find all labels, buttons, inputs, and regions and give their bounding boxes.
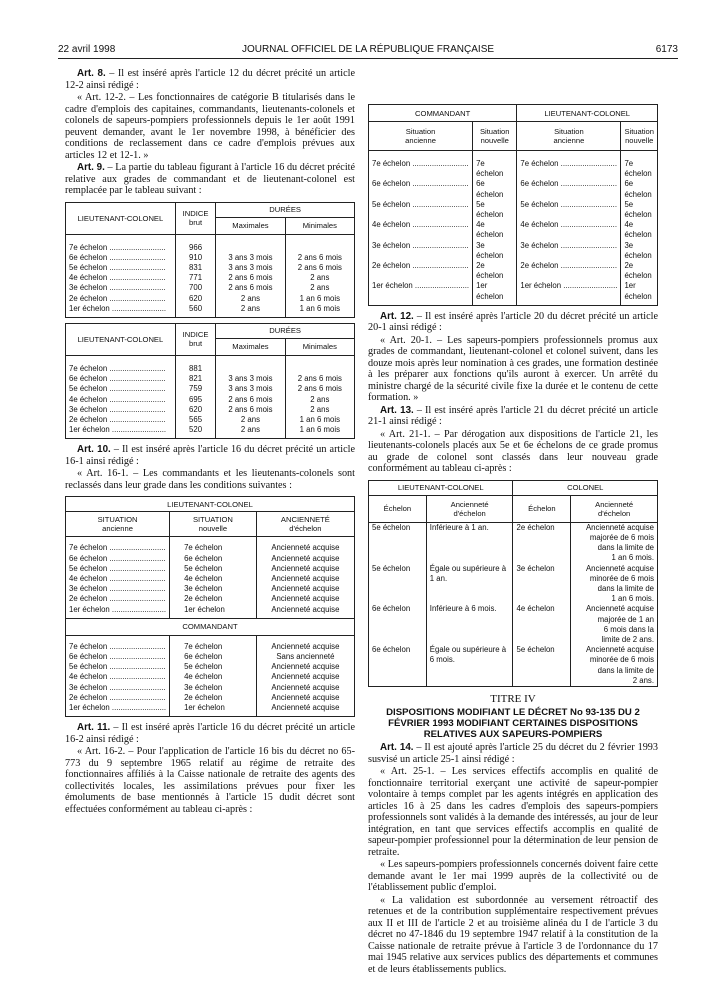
table-row: [369, 220, 658, 240]
table-row: [66, 253, 355, 263]
table-row: [66, 537, 355, 554]
indice-cell: 966: [175, 234, 215, 253]
commandant-nouvelle-cell: 3e échelon: [473, 241, 517, 261]
echelon-cell: 7e échelon ..........................: [69, 363, 166, 373]
lt-colonel-nouvelle-cell: 1er échelon: [621, 281, 658, 305]
situation-nouvelle-cell: 3e échelon: [170, 584, 257, 594]
maximale-cell: 2 ans: [216, 294, 285, 304]
echelon-colonel-cell: 5e échelon: [513, 645, 571, 686]
table-row: [66, 683, 355, 693]
anciennete-cell: Ancienneté acquise: [256, 662, 354, 672]
commandant-ancienne-cell: 6e échelon ..........................: [372, 179, 469, 189]
table-promotion-colonel: [368, 480, 658, 687]
lt-colonel-nouvelle-cell: 4e échelon: [621, 220, 658, 240]
article-10: Art. 10. – Il est inséré après l'article 16 du décret précité un article 16-1 ainsi rédigé :: [65, 444, 355, 467]
minimale-cell: 2 ans 6 mois: [285, 374, 354, 384]
indice-cell: 881: [175, 355, 215, 374]
table-body: [66, 355, 355, 438]
anciennete-cell: Ancienneté acquise: [256, 574, 354, 584]
anciennete-lt-colonel-cell: Égale ou supérieure à 6 mois.: [426, 645, 513, 686]
table-reclassement: [65, 496, 355, 717]
table-body: [66, 234, 355, 317]
lt-colonel-nouvelle-cell: 2e échelon: [621, 261, 658, 281]
lt-colonel-nouvelle-cell: 3e échelon: [621, 241, 658, 261]
minimale-cell: 2 ans 6 mois: [285, 384, 354, 394]
col-echelon-2: Échelon: [513, 495, 571, 522]
anciennete-lt-colonel-cell: Inférieure à 6 mois.: [426, 604, 513, 645]
anciennete-colonel-cell: Ancienneté acquise majorée de 1 an 6 mois dans la limite de 2 ans.: [571, 604, 658, 645]
col-echelon-1: Échelon: [369, 495, 427, 522]
anciennete-cell: Sans ancienneté: [256, 652, 354, 662]
echelon-cell: 3e échelon ..........................: [69, 283, 166, 293]
commandant-nouvelle-cell: 5e échelon: [473, 200, 517, 220]
article-12-2: « Art. 12-2. – Les fonctionnaires de catégorie B titularisés dans le cadre d'emplois des capitaines, commandants, lieutenants-colonels et colonels de sapeurs-pompiers professionnels depuis le 1er août 1991 peuvent demander, avant le 1er novembre 1998, à bénéficier des conditions de reclassement dans ce cadre d'emplois prévues aux articles 12 et 12-1. »: [65, 92, 355, 161]
table-row: [66, 425, 355, 439]
col-anciennete: ANCIENNETÉ d'échelon: [256, 512, 354, 537]
commandant-ancienne-cell: 7e échelon ..........................: [372, 159, 469, 168]
echelon-cell: 2e échelon ..........................: [69, 414, 166, 424]
article-8: Art. 8. – Il est inséré après l'article 12 du décret précité un article 12-2 ainsi rédigé :: [65, 68, 355, 91]
minimale-cell: [285, 355, 354, 374]
minimale-cell: 1 an 6 mois: [285, 304, 354, 318]
commandant-ancienne-cell: 4e échelon ..........................: [372, 220, 469, 230]
situation-ancienne-cell: 7e échelon ..........................: [69, 641, 166, 651]
commandant-ancienne-cell: 3e échelon ..........................: [372, 240, 469, 250]
indice-cell: 620: [175, 405, 215, 415]
maximale-cell: [216, 355, 285, 374]
minimale-cell: 1 an 6 mois: [285, 294, 354, 304]
echelon-cell: 6e échelon ..........................: [69, 252, 166, 262]
col-sit-ancienne-2: Situation ancienne: [517, 122, 621, 151]
indice-cell: 700: [175, 283, 215, 293]
article-16-1: « Art. 16-1. – Les commandants et les lieutenants-colonels sont reclassés dans leur grade dans les conditions suivantes :: [65, 468, 355, 491]
table-row: [66, 564, 355, 574]
lt-colonel-nouvelle-cell: 6e échelon: [621, 179, 658, 199]
minimale-cell: 2 ans: [285, 273, 354, 283]
situation-ancienne-cell: 1er échelon .........................: [69, 604, 167, 614]
maximale-cell: 3 ans 3 mois: [216, 374, 285, 384]
article-13: Art. 13. – Il est inséré après l'article 21 du décret précité un article 21-1 ainsi rédigé :: [368, 404, 658, 428]
table-row: [66, 304, 355, 318]
col-max: Maximales: [216, 338, 285, 355]
echelon-lt-colonel-cell: 6e échelon: [372, 645, 411, 655]
table-lieutenant-colonel-1: [65, 202, 355, 318]
lt-colonel-ancienne-cell: 3e échelon ..........................: [517, 241, 621, 261]
anciennete-cell: Ancienneté acquise: [256, 537, 354, 554]
situation-ancienne-cell: 4e échelon ..........................: [69, 573, 166, 583]
table-row: [369, 564, 658, 605]
situation-nouvelle-cell: 7e échelon: [170, 537, 257, 554]
table-row: [66, 395, 355, 405]
col-sit-nouvelle-1: Situation nouvelle: [473, 122, 517, 151]
table-body-commandant: [66, 635, 355, 716]
echelon-colonel-cell: 3e échelon: [513, 564, 571, 605]
situation-nouvelle-cell: 6e échelon: [170, 554, 257, 564]
table-row: [66, 693, 355, 703]
col-grade: LIEUTENANT-COLONEL: [66, 323, 176, 355]
situation-ancienne-cell: 6e échelon ..........................: [69, 553, 166, 563]
col-situation-nouvelle: SITUATION nouvelle: [170, 512, 257, 537]
situation-ancienne-cell: 3e échelon ..........................: [69, 682, 166, 692]
table-body: [369, 522, 658, 686]
table-row: [66, 662, 355, 672]
header-journal-title: JOURNAL OFFICIEL DE LA RÉPUBLIQUE FRANÇAISE: [241, 44, 495, 55]
echelon-cell: 3e échelon ..........................: [69, 404, 166, 414]
commandant-nouvelle-cell: 7e échelon: [473, 151, 517, 180]
table-row: [66, 594, 355, 604]
echelon-lt-colonel-cell: 6e échelon: [372, 604, 411, 614]
lt-colonel-ancienne-cell: 5e échelon ..........................: [517, 200, 621, 220]
indice-cell: 695: [175, 395, 215, 405]
situation-ancienne-cell: 6e échelon ..........................: [69, 651, 166, 661]
maximale-cell: 2 ans 6 mois: [216, 405, 285, 415]
col-lieutenant-colonel: LIEUTENANT-COLONEL: [517, 105, 658, 122]
table-row: [369, 604, 658, 645]
col-anciennete-1: Ancienneté d'échelon: [426, 495, 513, 522]
page-header: [58, 44, 678, 59]
table-row: [369, 261, 658, 281]
table-row: [66, 635, 355, 652]
situation-nouvelle-cell: 3e échelon: [170, 683, 257, 693]
indice-cell: 910: [175, 253, 215, 263]
table-row: [66, 703, 355, 717]
commandant-nouvelle-cell: 1er échelon: [473, 281, 517, 305]
table-row: [66, 263, 355, 273]
maximale-cell: 2 ans: [216, 304, 285, 318]
table-row: [66, 652, 355, 662]
table-row: [66, 405, 355, 415]
lt-colonel-ancienne-cell: 1er échelon .........................: [517, 281, 621, 305]
echelon-colonel-cell: 2e échelon: [513, 522, 571, 563]
echelon-lt-colonel-cell: 5e échelon: [372, 522, 411, 532]
minimale-cell: 2 ans: [285, 283, 354, 293]
table-assimilation: [368, 104, 658, 306]
table-row: [66, 273, 355, 283]
maximale-cell: [216, 234, 285, 253]
col-durees: DURÉES: [216, 323, 355, 338]
maximale-cell: 2 ans 6 mois: [216, 283, 285, 293]
commandant-nouvelle-cell: 6e échelon: [473, 179, 517, 199]
situation-nouvelle-cell: 5e échelon: [170, 662, 257, 672]
echelon-cell: 4e échelon ..........................: [69, 273, 166, 283]
indice-cell: 620: [175, 294, 215, 304]
anciennete-cell: Ancienneté acquise: [256, 683, 354, 693]
anciennete-cell: Ancienneté acquise: [256, 584, 354, 594]
table-row: [66, 384, 355, 394]
col-anciennete-2: Ancienneté d'échelon: [571, 495, 658, 522]
maximale-cell: 2 ans 6 mois: [216, 273, 285, 283]
situation-nouvelle-cell: 2e échelon: [170, 594, 257, 604]
col-sit-ancienne-1: Situation ancienne: [369, 122, 473, 151]
table-row: [66, 574, 355, 584]
indice-cell: 520: [175, 425, 215, 439]
article-20-1: « Art. 20-1. – Les sapeurs-pompiers professionnels promus aux grades de commandant, lieutenant-colonel et colonel suivent, dans les douze mois après leur nomination à ces grades, une formation destinée à les préparer aux fonctions qu'ils auront à exercer. Un arrêté du ministre chargé de la sécurité civile fixe la durée et le contenu de cette formation. »: [368, 334, 658, 404]
minimale-cell: 2 ans 6 mois: [285, 253, 354, 263]
echelon-cell: 7e échelon ..........................: [69, 242, 166, 252]
lt-colonel-ancienne-cell: 2e échelon ..........................: [517, 261, 621, 281]
indice-cell: 771: [175, 273, 215, 283]
col-min: Minimales: [285, 338, 354, 355]
indice-cell: 560: [175, 304, 215, 318]
commandant-nouvelle-cell: 2e échelon: [473, 261, 517, 281]
situation-ancienne-cell: 1er échelon .........................: [69, 702, 167, 712]
table-body: [369, 151, 658, 306]
table-row: [369, 281, 658, 305]
anciennete-colonel-cell: Ancienneté acquise minorée de 6 mois dans la limite de 1 an 6 mois.: [571, 564, 658, 605]
table-row: [369, 200, 658, 220]
anciennete-cell: Ancienneté acquise: [256, 554, 354, 564]
table-row: [369, 522, 658, 563]
table-row: [66, 672, 355, 682]
lt-colonel-nouvelle-cell: 7e échelon: [621, 151, 658, 180]
situation-nouvelle-cell: 5e échelon: [170, 564, 257, 574]
article-11: Art. 11. – Il est inséré après l'article 16 du décret précité un article 16-2 ainsi rédigé :: [65, 722, 355, 745]
situation-ancienne-cell: 7e échelon ..........................: [69, 543, 166, 553]
article-14: Art. 14. – Il est ajouté après l'article 25 du décret du 2 février 1993 susvisé un article 25-1 ainsi rédigé :: [368, 742, 658, 765]
minimale-cell: 2 ans: [285, 405, 354, 415]
section-lieutenant-colonel: LIEUTENANT-COLONEL: [66, 497, 355, 512]
situation-ancienne-cell: 5e échelon ..........................: [69, 563, 166, 573]
echelon-cell: 5e échelon ..........................: [69, 384, 166, 394]
table-row: [369, 151, 658, 180]
article-21-1: « Art. 21-1. – Par dérogation aux dispositions de l'article 21, les lieutenants-colonels placés aux 5e et 6e échelons de ce grade promus au grade de colonel sont classés dans leur nouveau grade conformément au tableau ci-après :: [368, 428, 658, 475]
paragraph-validation: « La validation est subordonnée au versement rétroactif des retenues et de la contribution supplémentaire respectivement prévues aux II et III de l'article 2 et au troisième alinéa du I de l'article 3 du décret no 47-1846 du 19 septembre 1947 relatif à la constitution de la Caisse nationale de retraite prévue à l'article 3 de l'ordonnance du 17 mai 1945 relative aux services publics des départements et communes et de leurs établissements publics.: [368, 894, 658, 975]
titre-iv: TITRE IV: [490, 693, 536, 706]
table-row: [66, 283, 355, 293]
article-25-1: « Art. 25-1. – Les services effectifs accomplis en qualité de fonctionnaire territorial exerçant une activité de sapeur-pompier volontaire à temps complet par les agents intégrés en application des articles 16 à 25 dans les cadres d'emplois des sapeurs-pompiers professionnels sont validés à la demande des intéressés, au jour de leur intégration, en tant que services effectifs accomplis en qualité de sapeur-pompier professionnel pour la détermination de leur pension de retraite.: [368, 766, 658, 858]
anciennete-cell: Ancienneté acquise: [256, 564, 354, 574]
echelon-cell: 1er échelon .........................: [69, 425, 167, 435]
minimale-cell: 2 ans: [285, 395, 354, 405]
indice-cell: 831: [175, 263, 215, 273]
col-sit-nouvelle-2: Situation nouvelle: [621, 122, 658, 151]
minimale-cell: 2 ans 6 mois: [285, 263, 354, 273]
indice-cell: 565: [175, 415, 215, 425]
indice-cell: 821: [175, 374, 215, 384]
col-indice: INDICE brut: [175, 323, 215, 355]
anciennete-lt-colonel-cell: Égale ou supérieure à 1 an.: [426, 564, 513, 605]
minimale-cell: 1 an 6 mois: [285, 415, 354, 425]
situation-ancienne-cell: 5e échelon ..........................: [69, 662, 166, 672]
situation-nouvelle-cell: 2e échelon: [170, 693, 257, 703]
col-grade: LIEUTENANT-COLONEL: [66, 202, 176, 234]
table-row: [369, 179, 658, 199]
anciennete-cell: Ancienneté acquise: [256, 594, 354, 604]
dispositions-heading: DISPOSITIONS MODIFIANT LE DÉCRET No 93-135 DU 2 FÉVRIER 1993 MODIFIANT CERTAINES DISPOSITIONS RELATIVES AUX SAPEURS-POMPIERS: [386, 707, 640, 741]
lt-colonel-nouvelle-cell: 5e échelon: [621, 200, 658, 220]
paragraph-demande: « Les sapeurs-pompiers professionnels concernés doivent faire cette demande avant le 1er mai 1999 auprès de la collectivité ou de l'établissement public d'emploi.: [368, 859, 658, 894]
commandant-ancienne-cell: 1er échelon .........................: [372, 281, 470, 291]
anciennete-cell: Ancienneté acquise: [256, 672, 354, 682]
maximale-cell: 2 ans: [216, 425, 285, 439]
lt-colonel-ancienne-cell: 4e échelon ..........................: [517, 220, 621, 240]
table-row: [66, 554, 355, 564]
anciennete-lt-colonel-cell: Inférieure à 1 an.: [426, 522, 513, 563]
maximale-cell: 3 ans 3 mois: [216, 253, 285, 263]
article-12: Art. 12. – Il est inséré après l'article 20 du décret précité un article 20-1 ainsi rédigé :: [368, 310, 658, 334]
minimale-cell: [285, 234, 354, 253]
anciennete-colonel-cell: Ancienneté acquise majorée de 6 mois dans la limite de 1 an 6 mois.: [571, 522, 658, 563]
header-date: 22 avril 1998: [58, 44, 116, 55]
right-column: [368, 104, 658, 975]
echelon-lt-colonel-cell: 5e échelon: [372, 563, 411, 573]
col-indice: INDICE brut: [175, 202, 215, 234]
situation-ancienne-cell: 4e échelon ..........................: [69, 672, 166, 682]
col-situation-ancienne: SITUATION ancienne: [66, 512, 170, 537]
echelon-cell: 5e échelon ..........................: [69, 262, 166, 272]
situation-nouvelle-cell: 1er échelon: [170, 703, 257, 717]
anciennete-cell: Ancienneté acquise: [256, 693, 354, 703]
anciennete-cell: Ancienneté acquise: [256, 703, 354, 717]
anciennete-cell: Ancienneté acquise: [256, 635, 354, 652]
col-colonel: COLONEL: [513, 480, 658, 495]
table-row: [66, 415, 355, 425]
col-min: Minimales: [285, 217, 354, 234]
lt-colonel-ancienne-cell: 7e échelon ..........................: [517, 151, 621, 180]
situation-ancienne-cell: 2e échelon ..........................: [69, 594, 166, 604]
left-column: [65, 68, 355, 815]
lt-colonel-ancienne-cell: 6e échelon ..........................: [517, 179, 621, 199]
echelon-cell: 6e échelon ..........................: [69, 374, 166, 384]
anciennete-cell: Ancienneté acquise: [256, 605, 354, 619]
echelon-cell: 2e échelon ..........................: [69, 293, 166, 303]
table-row: [369, 241, 658, 261]
commandant-ancienne-cell: 2e échelon ..........................: [372, 261, 469, 271]
table-row: [66, 355, 355, 374]
table-row: [66, 374, 355, 384]
table-row: [66, 234, 355, 253]
commandant-nouvelle-cell: 4e échelon: [473, 220, 517, 240]
article-16-2: « Art. 16-2. – Pour l'application de l'article 16 bis du décret no 65-773 du 9 septembre 1965 relatif au régime de retraite des fonctionnaires affiliés à la Caisse nationale de retraite des agents des collectivités locales, les assimilations prévues pour fixer les émoluments de base mentionnés à l'article 15 dudit décret sont effectuées conformément au tableau ci-après :: [65, 746, 355, 815]
table-row: [66, 294, 355, 304]
col-max: Maximales: [216, 217, 285, 234]
echelon-cell: 1er échelon .........................: [69, 303, 167, 313]
situation-nouvelle-cell: 1er échelon: [170, 605, 257, 619]
header-page-number: 6173: [655, 44, 678, 55]
situation-nouvelle-cell: 6e échelon: [170, 652, 257, 662]
section-commandant: COMMANDANT: [66, 618, 355, 635]
maximale-cell: 3 ans 3 mois: [216, 263, 285, 273]
situation-ancienne-cell: 3e échelon ..........................: [69, 584, 166, 594]
indice-cell: 759: [175, 384, 215, 394]
maximale-cell: 2 ans: [216, 415, 285, 425]
situation-nouvelle-cell: 4e échelon: [170, 574, 257, 584]
situation-ancienne-cell: 2e échelon ..........................: [69, 692, 166, 702]
table-row: [66, 584, 355, 594]
table-body-lieutenant-colonel: [66, 537, 355, 618]
col-lieutenant-colonel: LIEUTENANT-COLONEL: [369, 480, 513, 495]
table-row: [66, 605, 355, 619]
article-9: Art. 9. – La partie du tableau figurant à l'article 16 du décret précité relative aux grades de commandant et de lieutenant-colonel est remplacée par le tableau suivant :: [65, 162, 356, 196]
situation-nouvelle-cell: 4e échelon: [170, 672, 257, 682]
table-row: [369, 645, 658, 686]
table-lieutenant-colonel-2: [65, 323, 355, 439]
maximale-cell: 3 ans 3 mois: [216, 384, 285, 394]
anciennete-colonel-cell: Ancienneté acquise minorée de 6 mois dans la limite de 2 ans.: [571, 645, 658, 686]
minimale-cell: 1 an 6 mois: [285, 425, 354, 439]
echelon-colonel-cell: 4e échelon: [513, 604, 571, 645]
maximale-cell: 2 ans 6 mois: [216, 395, 285, 405]
commandant-ancienne-cell: 5e échelon ..........................: [372, 199, 469, 209]
echelon-cell: 4e échelon ..........................: [69, 394, 166, 404]
col-commandant: COMMANDANT: [369, 105, 517, 122]
situation-nouvelle-cell: 7e échelon: [170, 635, 257, 652]
col-durees: DURÉES: [216, 202, 355, 217]
